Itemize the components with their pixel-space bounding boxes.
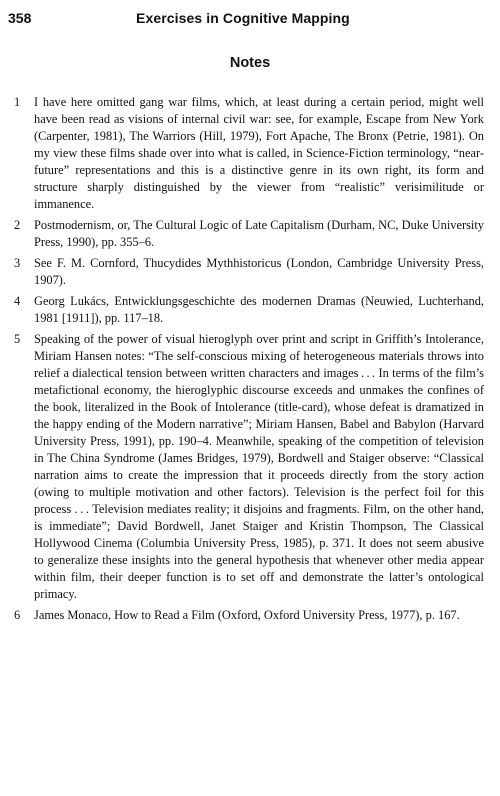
note-text: Speaking of the power of visual hieroglyph over print and script in Griffith’s Intolerance, Miriam Hansen notes: “The self-conscious mixing of heterogeneous materials throws into relief a dialectical tension between written characters and images . . . In terms of the film’s metafictional economy, the hieroglyphic discourse exceeds and unmakes the confines of the book, literalized in the Book of Intolerance (title-card), whose defeat is dramatized in the happy ending of the Modern narrative”; Miriam Hansen, Babel and Babylon (Harvard University Press, 1991), pp. 190–4. Meanwhile, speaking of the competition of television in The China Syndrome (James Bridges, 1979), Bordwell and Staiger observe: “Classical narration aims to create the impression that it proceeds directly from the story action (owing to multiple motivation and other factors). Television is the perfect foil for this process . . . Television mediates reality; it disjoins and fragments. Film, on the other hand, is immediate”; David Bordwell, Janet Staiger and Kristin Thompson, The Classical Hollywood Cinema (Columbia University Press, 1985), p. 371. It does not seem abusive to generalize these insights into the general hypothesis that whenever other media appear within film, their deeper function is to set off and demonstrate the latter’s ontological primacy. — [34, 332, 484, 601]
note-3 — [14, 255, 484, 289]
notes-list — [14, 94, 484, 628]
note-text: Georg Lukács, Entwicklungsgeschichte des modernen Dramas (Neuwied, Luchterhand, 1981 [1911]), pp. 117–18. — [34, 294, 484, 325]
note-number: 1 — [14, 95, 21, 109]
note-6 — [14, 607, 484, 624]
note-number: 3 — [14, 256, 21, 270]
page-number: 358 — [8, 10, 32, 26]
note-5 — [14, 331, 484, 603]
note-4 — [14, 293, 484, 327]
note-number: 6 — [14, 608, 21, 622]
note-number: 5 — [14, 332, 21, 346]
note-number: 2 — [14, 218, 21, 232]
note-text: James Monaco, How to Read a Film (Oxford, Oxford University Press, 1977), p. 167. — [34, 608, 460, 622]
note-number: 4 — [14, 294, 21, 308]
note-1 — [14, 94, 484, 213]
note-text: See F. M. Cornford, Thucydides Mythhistoricus (London, Cambridge University Press, 1907). — [34, 256, 484, 287]
note-2 — [14, 217, 484, 251]
running-head — [8, 8, 488, 30]
note-text: I have here omitted gang war films, which, at least during a certain period, might well have been read as visions of internal civil war: see, for example, Escape from New York (Carpenter, 1981), The Warriors (Hill, 1979), Fort Apache, The Bronx (Petrie, 1981). On my view these films shade over into what is called, in Science-Fiction terminology, “near-future” representations and this is a distinctive genre in its own right, its form and structure sharply distinguished by the viewer from “realistic” verisimilitude or immanence. — [34, 95, 484, 211]
section-title: Notes — [229, 55, 271, 71]
note-text: Postmodernism, or, The Cultural Logic of Late Capitalism (Durham, NC, Duke University Press, 1990), pp. 355–6. — [34, 218, 484, 249]
running-title: Exercises in Cognitive Mapping — [136, 10, 350, 26]
